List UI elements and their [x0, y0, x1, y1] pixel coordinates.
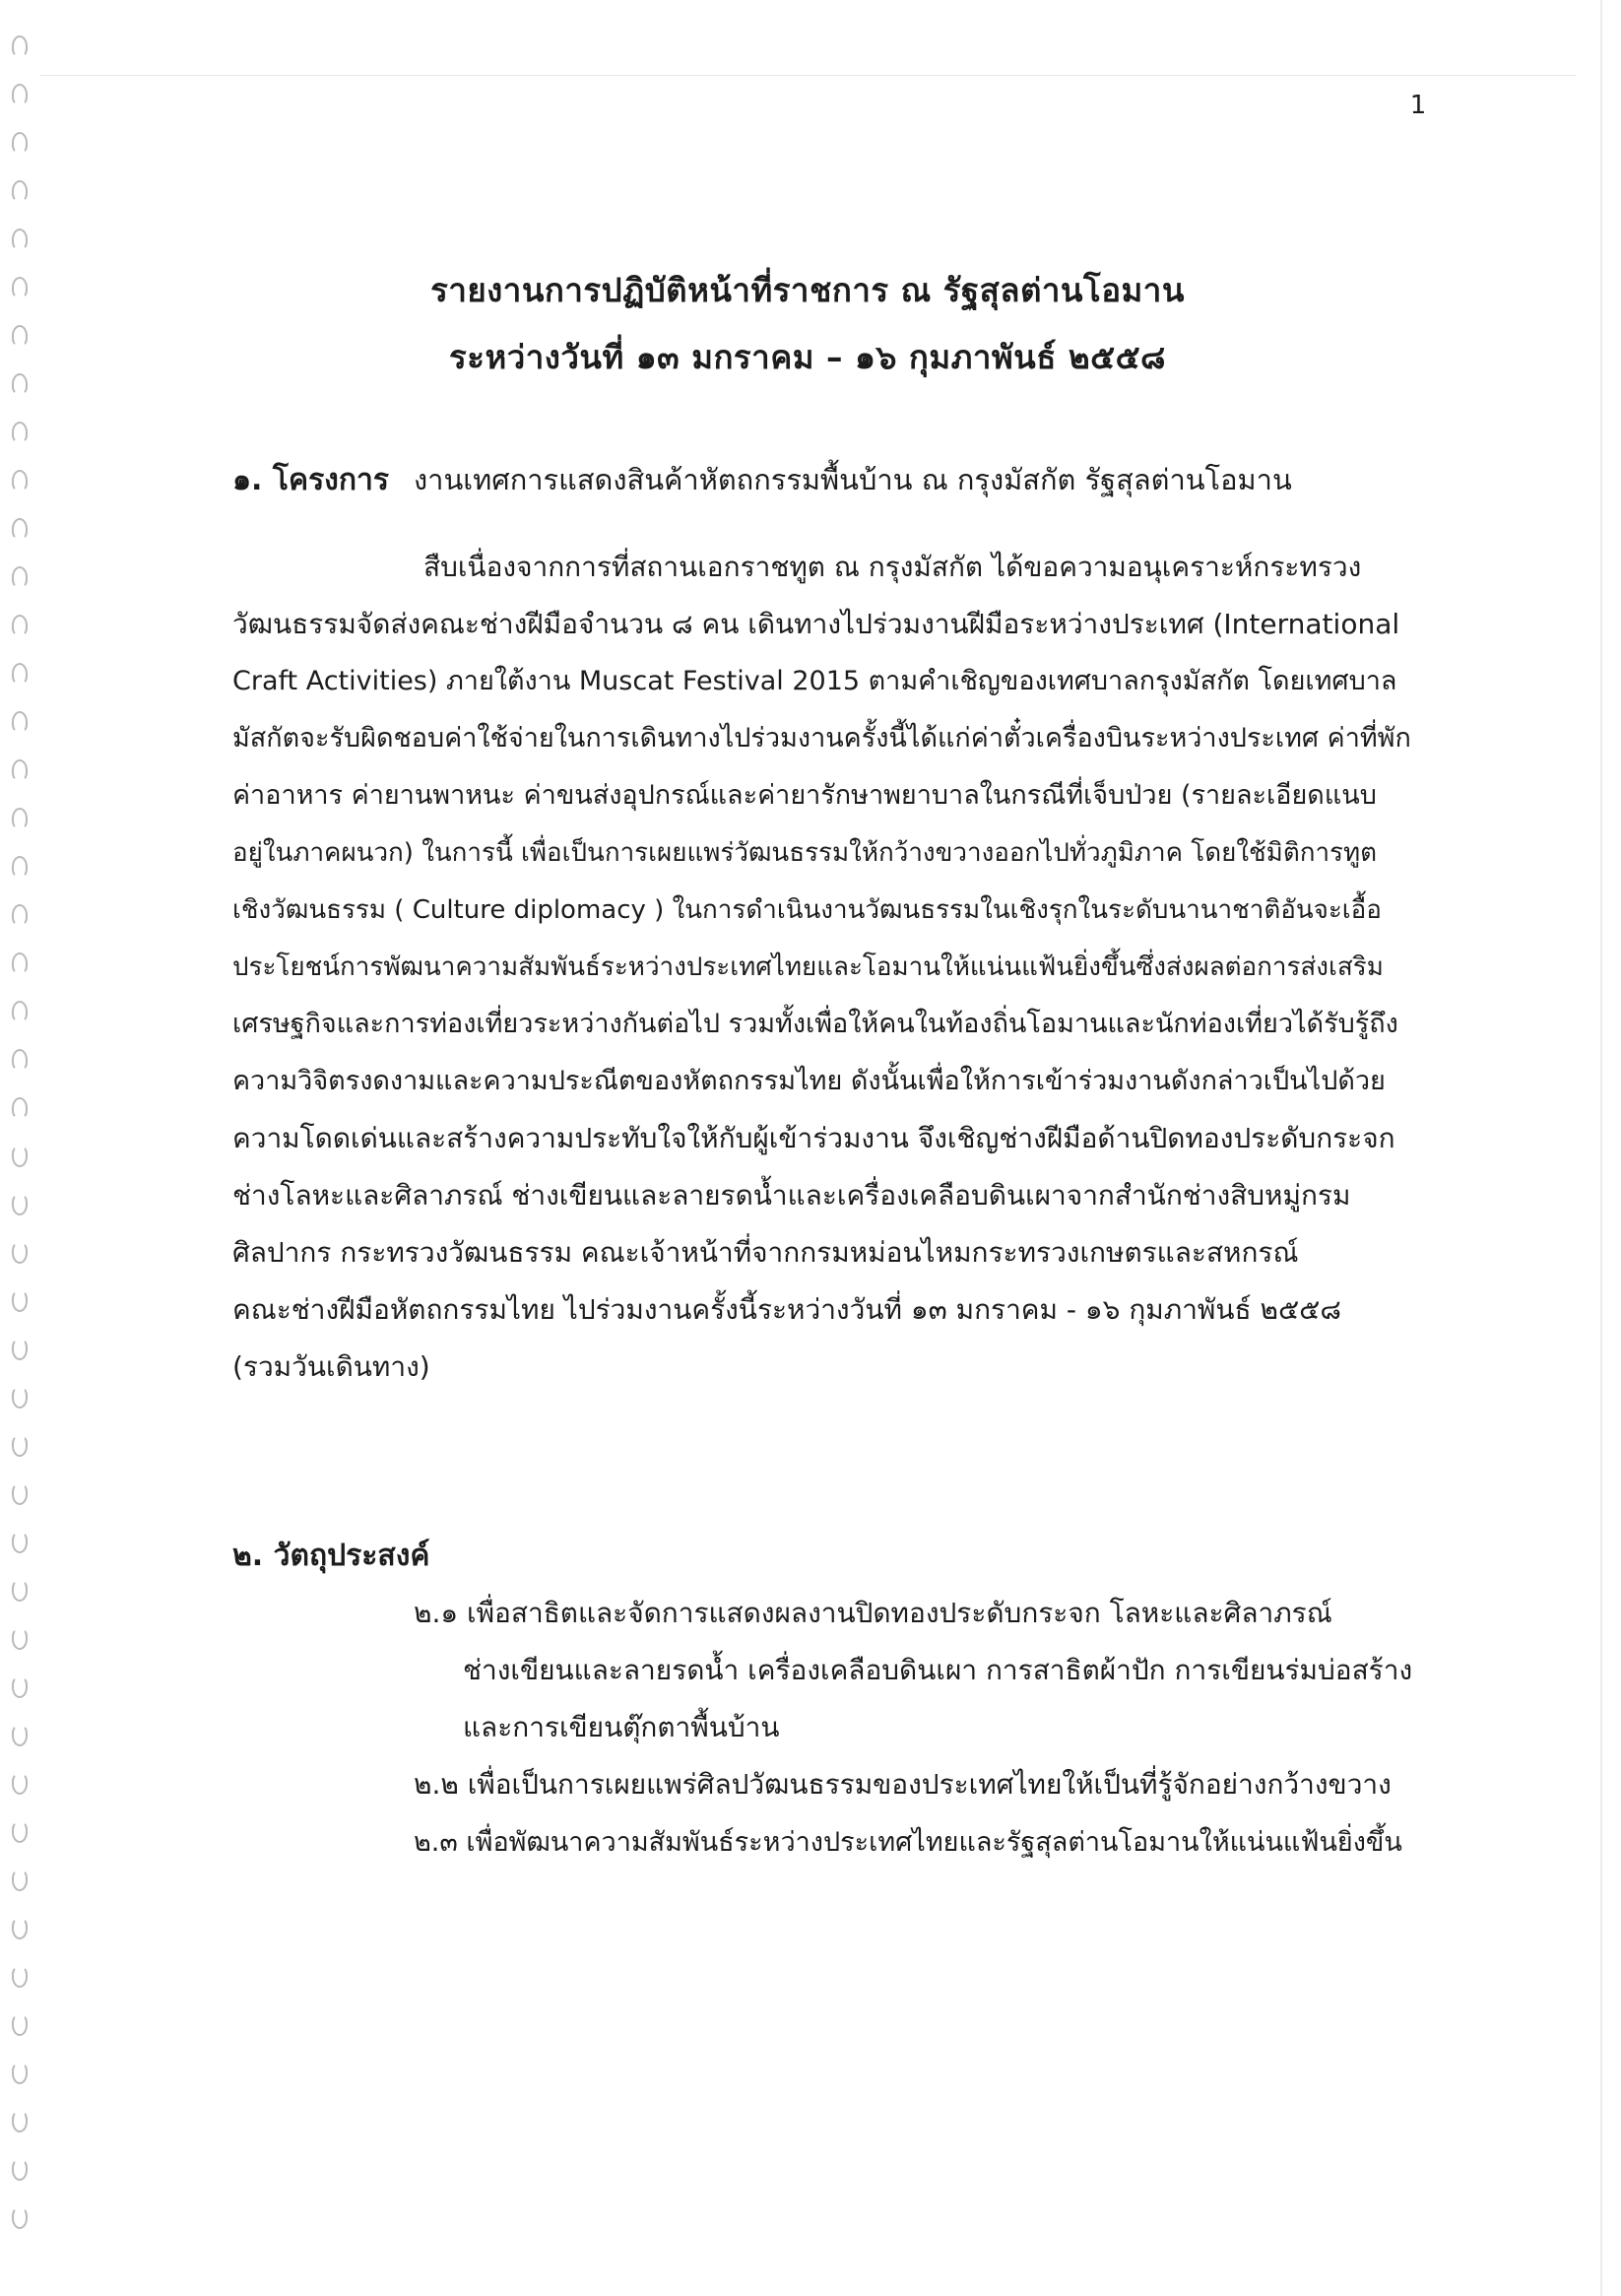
paragraph-line-text: ประโยชน์การพัฒนาความสัมพันธ์ระหว่างประเทศไทยและโอมานให้แน่นแฟ้นยิ่งขึ้นซึ่งส่งผลต่อการส่งเสริม	[232, 952, 1384, 982]
binder-hole	[12, 711, 28, 733]
binder-hole	[12, 1049, 28, 1071]
paragraph-line	[232, 1005, 1414, 1044]
binder-hole	[12, 1870, 28, 1891]
binder-hole	[12, 1821, 28, 1843]
binder-hole	[12, 1918, 28, 1939]
binder-hole	[12, 808, 28, 829]
paragraph-line-text: ค่าอาหาร ค่ายานพาหนะ ค่าขนส่งอุปกรณ์และค่ายารักษาพยาบาลในกรณีที่เจ็บป่วย (รายละเอียดแนบ	[232, 780, 1377, 811]
binder-hole	[12, 1483, 28, 1505]
binder-hole	[12, 1435, 28, 1457]
binder-hole	[12, 2014, 28, 2036]
binder-hole	[12, 1580, 28, 1602]
paragraph-line	[232, 833, 1414, 873]
paragraph-line	[232, 948, 1414, 987]
page-number: 1	[1409, 91, 1427, 120]
objective-item-2-1-cont: และการเขียนตุ๊กตาพื้นบ้าน	[463, 1711, 780, 1743]
paragraph-line	[232, 662, 1414, 701]
paragraph-line	[232, 776, 1414, 816]
paragraph-line-text: เศรษฐกิจและการท่องเที่ยวระหว่างกันต่อไป รวมทั้งเพื่อให้คนในท้องถิ่นโอมานและนักท่องเที่ยวได้รับรู้ถึง	[232, 1009, 1398, 1039]
objective-item-2-1-cont: ช่างเขียนและลายรดน้ำ เครื่องเคลือบดินเผา การสาธิตผ้าปัก การเขียนร่มบ่อสร้าง	[463, 1654, 1413, 1686]
paragraph-line	[232, 1176, 1414, 1215]
paragraph-line	[232, 1290, 1414, 1330]
binder-hole	[12, 856, 28, 878]
binder-hole	[12, 84, 28, 105]
paragraph-line-text: (รวมวันเดินทาง)	[232, 1350, 430, 1383]
binder-hole	[12, 1290, 28, 1312]
binder-hole	[12, 663, 28, 685]
binder-hole	[12, 1242, 28, 1264]
paragraph-line	[232, 1062, 1414, 1101]
objective-item-2-3: ๒.๓ เพื่อพัฒนาความสัมพันธ์ระหว่างประเทศไทยและรัฐสุลต่านโอมานให้แน่นแฟ้นยิ่งขึ้น	[414, 1827, 1402, 1858]
report-period: ระหว่างวันที่ ๑๓ มกราคม – ๑๖ กุมภาพันธ์ ๒๕๕๘	[449, 338, 1166, 376]
binder-hole	[12, 1725, 28, 1746]
binder-hole	[12, 1966, 28, 1988]
objective-item-2-1: ๒.๑ เพื่อสาธิตและจัดการแสดงผลงานปิดทองประดับกระจก โลหะและศิลาภรณ์	[414, 1597, 1332, 1629]
paragraph-line	[232, 1347, 1414, 1387]
binder-hole	[12, 1194, 28, 1215]
binder-hole	[12, 35, 28, 57]
binder-hole	[12, 373, 28, 395]
binder-hole	[12, 422, 28, 443]
binder-hole	[12, 1676, 28, 1698]
binder-hole	[12, 1146, 28, 1167]
paragraph-line	[232, 1119, 1414, 1158]
binder-hole	[12, 277, 28, 298]
binder-hole	[12, 325, 28, 347]
section-1-project-name: งานเทศการแสดงสินค้าหัตถกรรมพื้นบ้าน ณ กรุงมัสกัต รัฐสุลต่านโอมาน	[414, 463, 1292, 496]
binder-hole	[12, 229, 28, 250]
paragraph-line	[232, 719, 1414, 758]
binder-hole	[12, 1773, 28, 1795]
binder-hole	[12, 1532, 28, 1553]
paragraph-line	[423, 548, 1414, 587]
paragraph-line-text: ช่างโลหะและศิลาภรณ์ ช่างเขียนและลายรดน้ำและเครื่องเคลือบดินเผาจากสำนักช่างสิบหมู่กรม	[232, 1179, 1351, 1212]
paragraph-line-text: ความวิจิตรงดงามและความประณีตของหัตถกรรมไทย ดังนั้นเพื่อให้การเข้าร่วมงานดังกล่าวเป็นไปด้วย	[232, 1066, 1386, 1096]
binder-holes	[6, 35, 45, 2281]
binder-hole	[12, 2159, 28, 2181]
paragraph-line-text: เชิงวัฒนธรรม ( Culture diplomacy ) ในการดำเนินงานวัฒนธรรมในเชิงรุกในระดับนานาชาติอันจะเอื้อ	[232, 895, 1382, 925]
paragraph-line-text: ศิลปากร กระทรวงวัฒนธรรม คณะเจ้าหน้าที่จากกรมหม่อนไหมกระทรวงเกษตรและสหกรณ์	[232, 1236, 1299, 1269]
objective-item-2-2: ๒.๒ เพื่อเป็นการเผยแพร่ศิลปวัฒนธรรมของประเทศไทยให้เป็นที่รู้จักอย่างกว้างขวาง	[414, 1768, 1392, 1801]
section-2-heading: ๒. วัตถุประสงค์	[232, 1539, 430, 1573]
scan-edge-right	[1600, 0, 1602, 2296]
paragraph-line-text: Craft Activities) ภายใต้งาน Muscat Festival 2015 ตามคำเชิญของเทศบาลกรุงมัสกัต โดยเทศบาล	[232, 666, 1397, 696]
binder-hole	[12, 1387, 28, 1409]
scan-edge-line	[39, 75, 1576, 76]
binder-hole	[12, 2063, 28, 2084]
binder-hole	[12, 1097, 28, 1119]
paragraph-line-text: คณะช่างฝีมือหัตถกรรมไทย ไปร่วมงานครั้งนี้ระหว่างวันที่ ๑๓ มกราคม - ๑๖ กุมภาพันธ์ ๒๕๕๘	[232, 1293, 1341, 1326]
paragraph-line	[232, 605, 1414, 644]
section-1-heading: ๑. โครงการ	[232, 463, 389, 497]
binder-hole	[12, 904, 28, 926]
binder-hole	[12, 518, 28, 540]
binder-hole	[12, 2111, 28, 2132]
binder-hole	[12, 1339, 28, 1360]
paragraph-line	[232, 890, 1414, 930]
paragraph-line	[232, 1233, 1414, 1273]
binder-hole	[12, 759, 28, 781]
binder-hole	[12, 132, 28, 154]
binder-hole	[12, 470, 28, 492]
paragraph-line-text: มัสกัตจะรับผิดชอบค่าใช้จ่ายในการเดินทางไปร่วมงานครั้งนี้ได้แก่ค่าตั๋วเครื่องบินระหว่างประเทศ ค่าที่พัก	[232, 723, 1411, 754]
binder-hole	[12, 615, 28, 636]
paragraph-line-text: วัฒนธรรมจัดส่งคณะช่างฝีมือจำนวน ๘ คน เดินทางไปร่วมงานฝีมือระหว่างประเทศ (International	[232, 608, 1400, 640]
paragraph-line-text: สืบเนื่องจากการที่สถานเอกราชทูต ณ กรุงมัสกัต ได้ขอความอนุเคราะห์กระทรวง	[423, 551, 1362, 583]
report-title: รายงานการปฏิบัติหน้าที่ราชการ ณ รัฐสุลต่านโอมาน	[430, 271, 1185, 309]
binder-hole	[12, 566, 28, 588]
binder-hole	[12, 180, 28, 202]
binder-hole	[12, 952, 28, 974]
binder-hole	[12, 2207, 28, 2229]
binder-hole	[12, 1001, 28, 1022]
binder-hole	[12, 1628, 28, 1650]
paragraph-line-text: ความโดดเด่นและสร้างความประทับใจให้กับผู้เข้าร่วมงาน จึงเชิญช่างฝีมือด้านปิดทองประดับกระจก	[232, 1122, 1395, 1154]
paragraph-line-text: อยู่ในภาคผนวก) ในการนี้ เพื่อเป็นการเผยแพร่วัฒนธรรมให้กว้างขวางออกไปทั่วภูมิภาค โดยใช้มิติการทูต	[232, 838, 1378, 868]
